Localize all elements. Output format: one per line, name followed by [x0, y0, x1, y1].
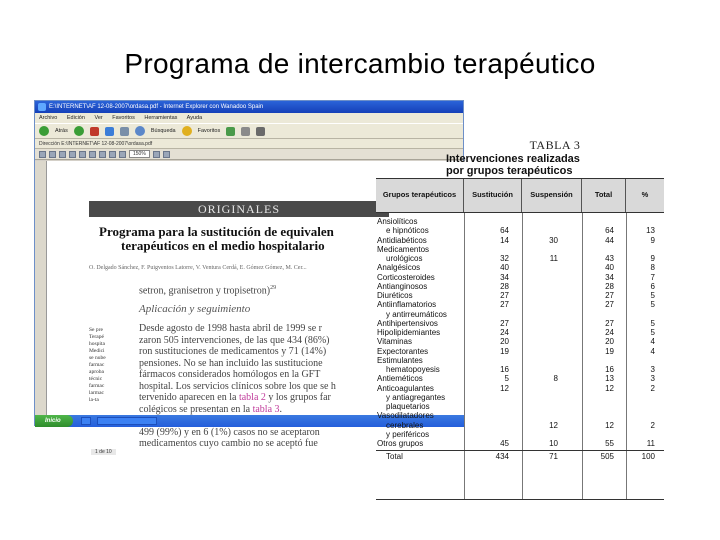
table-row [376, 300, 664, 309]
cell-group: cerebrales [386, 420, 424, 430]
link-tabla-2[interactable]: tabla 2 [238, 392, 266, 403]
cell-sustitucion [464, 402, 522, 411]
cell-percent: 4 [650, 346, 655, 356]
pdf-fit-page-icon[interactable] [153, 151, 160, 158]
cell-percent: 11 [646, 439, 655, 448]
cell-suspension [522, 328, 582, 337]
col-header-total: Total [582, 179, 626, 212]
cell-percent [626, 430, 664, 439]
pdf-zoom-value[interactable]: 150% [129, 150, 150, 158]
cell-group: Hipolipidemiantes [377, 328, 441, 337]
menu-favoritos[interactable]: Favoritos [112, 115, 135, 121]
cell-sustitucion: 14 [500, 235, 509, 245]
pdf-print-icon[interactable] [49, 151, 56, 158]
cell-sustitucion [464, 411, 522, 420]
forward-arrow-icon[interactable] [74, 126, 84, 136]
body-line-text: y los grupos far [268, 392, 331, 403]
cell-group: Analgésicos [377, 263, 421, 273]
left-snippet: la-ta [89, 397, 99, 403]
left-snippet: Se pre [89, 327, 103, 333]
cell-percent [626, 217, 664, 226]
body-line: 499 (99%) y en 6 (1%) casos no se aceptaron [139, 426, 320, 438]
cell-percent: 13 [646, 226, 655, 236]
slide-title: Programa de intercambio terapéutico [124, 48, 596, 79]
pdf-next-page-icon[interactable] [109, 151, 116, 158]
col-header-suspension: Suspensión [522, 179, 582, 212]
table-body [376, 213, 664, 499]
cell-group: Antianginosos [377, 281, 428, 291]
menu-ayuda[interactable]: Ayuda [186, 115, 203, 121]
cell-suspension [522, 319, 582, 328]
home-icon[interactable] [120, 127, 129, 136]
table-row [376, 291, 664, 300]
cell-sustitucion: 19 [500, 346, 509, 356]
taskbar-window-button[interactable] [97, 417, 157, 425]
table-row [376, 245, 664, 254]
table-heading-line1: Intervenciones realizadas [446, 153, 580, 165]
cell-group: e hipnóticos [386, 226, 429, 236]
cell-sustitucion [464, 310, 522, 319]
table-row [376, 411, 664, 420]
cell-total: 64 [605, 226, 614, 236]
cell-group: Antiinflamatorios [377, 300, 437, 310]
cell-sustitucion [464, 393, 522, 402]
table-row [376, 393, 664, 402]
table-row [376, 439, 664, 448]
article-body [139, 323, 409, 450]
cell-total: 12 [605, 383, 614, 393]
pdf-select-icon[interactable] [69, 151, 76, 158]
table-row [376, 402, 664, 411]
cell-sustitucion: 12 [500, 383, 509, 393]
cell-sustitucion [464, 217, 522, 226]
cell-sustitucion: 32 [500, 254, 509, 263]
cell-percent: 5 [650, 318, 655, 328]
cell-percent: 100 [641, 452, 655, 462]
table-row [376, 430, 664, 439]
table-row [376, 217, 664, 226]
cell-group: plaquetarios [386, 402, 430, 411]
left-snippet: Medici [89, 348, 105, 354]
cell-percent: 6 [650, 281, 655, 291]
cell-total [582, 430, 626, 439]
history-icon[interactable] [226, 127, 235, 136]
cell-percent: 8 [650, 263, 655, 273]
left-snippet: aproba [89, 369, 104, 375]
body-line-text: colégicos se presentan en la [139, 403, 251, 415]
article-title-line2: terapéuticos en el medio hospitalario [121, 238, 325, 253]
cell-total: 19 [605, 346, 614, 356]
pdf-prev-page-icon[interactable] [99, 151, 106, 158]
cell-suspension [522, 282, 582, 291]
cell-percent: 5 [650, 328, 655, 337]
section-band: ORIGINALES [89, 201, 389, 217]
cell-group: Vitaminas [377, 337, 412, 347]
search-button-label[interactable]: Búsqueda [150, 128, 176, 134]
cell-sustitucion: 434 [495, 452, 509, 462]
cell-total: 44 [605, 235, 614, 245]
browser-title: E:\INTERNET\AF 12-08-2007\ordasa.pdf - Internet Explorer con Wanadoo Spain [49, 104, 264, 110]
cell-group: Estimulantes [377, 355, 423, 365]
browser-titlebar [35, 101, 463, 113]
col-header-percent: % [641, 190, 649, 200]
cell-total [582, 245, 626, 254]
cell-sustitucion: 16 [500, 365, 509, 374]
interventions-table [376, 178, 664, 500]
cell-group: urológicos [386, 254, 423, 263]
menu-archivo[interactable]: Archivo [39, 115, 58, 121]
cell-total [582, 217, 626, 226]
cell-group: Expectorantes [377, 346, 429, 356]
body-line [139, 392, 409, 404]
cell-percent: 3 [650, 365, 655, 374]
cell-suspension [522, 337, 582, 346]
article-title-line1: Programa para la sustitución de equivalen [99, 224, 334, 239]
cell-suspension [522, 263, 582, 272]
cell-total [582, 310, 626, 319]
pdf-last-page-icon[interactable] [119, 151, 126, 158]
article-title [99, 225, 399, 253]
cell-suspension: 10 [549, 439, 558, 448]
cell-group: Antieméticos [377, 374, 423, 384]
cell-suspension [522, 393, 582, 402]
cell-group: hematopoyesis [386, 365, 440, 374]
table-row [376, 282, 664, 291]
cell-group: Corticosteroides [377, 272, 435, 282]
table-row [376, 365, 664, 374]
cell-percent [626, 245, 664, 254]
body-line: fármacos considerados homólogos en la GFT [139, 369, 321, 380]
cell-percent [626, 402, 664, 411]
table-heading-line2: por grupos terapéuticos [446, 165, 573, 177]
table-row [376, 254, 664, 263]
stop-icon[interactable] [90, 127, 99, 136]
cell-percent [626, 310, 664, 319]
table-row [376, 421, 664, 430]
left-snippet: hospita [89, 341, 105, 347]
cell-group: Total [386, 452, 403, 462]
table-row [376, 273, 664, 282]
table-row [376, 347, 664, 356]
address-label: Dirección [39, 141, 60, 147]
left-snippet: técnic [89, 376, 103, 382]
table-row [376, 328, 664, 337]
cell-total: 55 [605, 439, 614, 448]
table-row [376, 310, 664, 319]
cell-percent [626, 393, 664, 402]
cell-suspension [522, 347, 582, 356]
cell-suspension: 8 [553, 374, 558, 384]
cell-suspension [522, 291, 582, 300]
cell-suspension [522, 217, 582, 226]
cell-total [582, 402, 626, 411]
cell-sustitucion: 20 [500, 337, 509, 347]
quicklaunch-ie-icon[interactable] [81, 417, 91, 425]
table-header-row [376, 179, 664, 213]
body-line: pensiones. No se han incluido las sustitucione [139, 357, 323, 369]
cell-percent: 9 [650, 235, 655, 245]
cell-suspension: 11 [549, 254, 558, 263]
table-row [376, 337, 664, 346]
cell-percent: 2 [650, 383, 655, 393]
cell-sustitucion [464, 430, 522, 439]
cell-suspension [522, 226, 582, 235]
col-header-group: Grupos terapéuticos [376, 179, 464, 212]
cell-percent: 5 [650, 300, 655, 310]
cell-total [582, 411, 626, 420]
page-navigator[interactable]: 1 de 10 [91, 449, 116, 455]
left-column-snippets [89, 327, 106, 404]
body-line: colégicos se presentan en la tabla 3. [139, 403, 283, 415]
cell-percent: 7 [650, 272, 655, 282]
body-line: zaron 505 intervenciones, de las que 434 (86%) [139, 334, 330, 346]
section-heading: Aplicación y seguimiento [139, 303, 251, 315]
cell-sustitucion: 27 [500, 291, 509, 300]
cell-percent: 2 [650, 420, 655, 430]
pdf-zoom-icon[interactable] [79, 151, 86, 158]
cell-group: Antidiabéticos [377, 235, 427, 245]
cell-suspension [522, 402, 582, 411]
table-total-row [376, 450, 664, 462]
cell-group: y antiagregantes [386, 392, 446, 402]
cell-total: 40 [605, 263, 614, 273]
cell-total: 20 [605, 337, 614, 347]
previous-line [139, 283, 409, 297]
cell-total: 13 [605, 374, 614, 384]
back-button-label[interactable]: Atrás [55, 128, 68, 134]
left-snippet: se nube [89, 355, 106, 361]
cell-suspension [522, 365, 582, 374]
cell-suspension [522, 411, 582, 420]
ie-app-icon [38, 103, 46, 111]
cell-percent: 3 [650, 374, 655, 384]
cell-suspension [522, 273, 582, 282]
cell-suspension [522, 430, 582, 439]
previous-line-text: setron, granisetron y tropisetron) [139, 285, 271, 297]
cell-suspension [522, 356, 582, 365]
cell-percent [626, 356, 664, 365]
left-snippet: Terapé [89, 334, 104, 340]
table-row [376, 374, 664, 383]
cell-suspension [522, 310, 582, 319]
pdf-save-icon[interactable] [39, 151, 46, 158]
table-row [376, 226, 664, 235]
browser-toolbar [35, 123, 463, 139]
table-caption [378, 138, 666, 177]
pdf-fit-width-icon[interactable] [163, 151, 170, 158]
favorites-star-icon[interactable] [182, 126, 192, 136]
cell-total: 28 [605, 281, 614, 291]
cell-group: Otros grupos [377, 439, 424, 448]
cell-sustitucion: 28 [500, 281, 509, 291]
cell-percent: 4 [650, 337, 655, 347]
cell-sustitucion: 45 [500, 439, 509, 448]
table-row [376, 236, 664, 245]
cell-group: Vasodilatadores [377, 411, 434, 421]
cell-suspension [522, 245, 582, 254]
cell-sustitucion: 24 [500, 328, 509, 337]
address-value[interactable]: E:\INTERNET\AF 12-08-2007\ordasa.pdf [61, 141, 153, 147]
cell-total: 24 [605, 328, 614, 337]
table-row [376, 263, 664, 272]
cell-total [582, 356, 626, 365]
left-snippet: larmac [89, 390, 104, 396]
cell-sustitucion [464, 245, 522, 254]
cell-group: y periféricos [386, 429, 430, 439]
table-row [376, 384, 664, 393]
cell-sustitucion [464, 356, 522, 365]
print-icon[interactable] [256, 127, 265, 136]
cell-group: Antihipertensivos [377, 318, 438, 328]
cell-sustitucion: 40 [500, 263, 509, 273]
cell-suspension: 12 [549, 420, 558, 430]
cell-percent: 9 [650, 254, 655, 263]
menu-edicion[interactable]: Edición [66, 115, 85, 121]
body-line: Desde agosto de 1998 hasta abril de 1999 se r [139, 323, 323, 334]
menu-ver[interactable]: Ver [94, 115, 103, 121]
cell-sustitucion: 64 [500, 226, 509, 236]
cell-sustitucion: 34 [500, 272, 509, 282]
body-line: hospital. Los servicios clínicos sobre los que se h [139, 380, 336, 392]
pdf-first-page-icon[interactable] [89, 151, 96, 158]
cell-sustitucion: 27 [500, 318, 509, 328]
cell-total: 27 [605, 291, 614, 300]
browser-menubar [35, 113, 463, 123]
cell-total: 43 [605, 254, 614, 263]
cell-percent: 5 [650, 291, 655, 300]
refresh-icon[interactable] [105, 127, 114, 136]
table-row [376, 356, 664, 365]
back-arrow-icon[interactable] [39, 126, 49, 136]
cell-suspension [522, 384, 582, 393]
cell-total: 505 [600, 452, 614, 462]
cell-suspension [522, 300, 582, 309]
pdf-bookmarks-tab[interactable] [35, 161, 47, 415]
cell-suspension: 30 [549, 235, 558, 245]
pdf-hand-icon[interactable] [59, 151, 66, 158]
cell-group: Diuréticos [377, 291, 413, 300]
cell-sustitucion: 5 [504, 374, 509, 384]
cell-total: 12 [605, 420, 614, 430]
table-label: TABLA 3 [529, 138, 581, 152]
col-header-sustitucion: Sustitución [464, 179, 522, 212]
favorites-button-label[interactable]: Favoritos [197, 128, 221, 134]
cell-total [582, 393, 626, 402]
previous-line-ref: 29 [270, 285, 277, 291]
mail-icon[interactable] [241, 127, 250, 136]
cell-suspension: 71 [549, 452, 558, 462]
cell-group: Anticoagulantes [377, 383, 434, 393]
menu-herramientas[interactable]: Herramientas [144, 115, 178, 121]
start-button[interactable]: Inicio [35, 415, 73, 427]
cell-group: Medicamentos [377, 244, 430, 254]
cell-group: y antirreumáticos [386, 309, 447, 319]
left-snippet: farmac [89, 383, 105, 389]
table-row [376, 319, 664, 328]
cell-percent [626, 411, 664, 420]
cell-total: 34 [605, 272, 614, 282]
cell-sustitucion: 27 [500, 300, 509, 310]
cell-total: 27 [605, 300, 614, 310]
left-snippet: farmac [89, 362, 105, 368]
search-icon[interactable] [135, 126, 145, 136]
cell-group: Ansiolíticos [377, 217, 418, 226]
cell-total: 16 [605, 365, 614, 374]
article-authors: O. Delgado Sánchez, F. Puigventos Latorre, V. Ventura Cerdá, E. Gómez Gómez, M. Cer... [89, 265, 307, 271]
body-line: medicamentos cuyo cambio no se aceptó fue [139, 438, 318, 449]
link-tabla-3[interactable]: tabla 3 [252, 403, 280, 415]
body-line: ron sustituciones de medicamentos y 71 (14%) [139, 346, 327, 357]
cell-sustitucion [464, 421, 522, 430]
body-line-text: tervenido aparecen en la [139, 392, 237, 403]
cell-total: 27 [605, 318, 614, 328]
